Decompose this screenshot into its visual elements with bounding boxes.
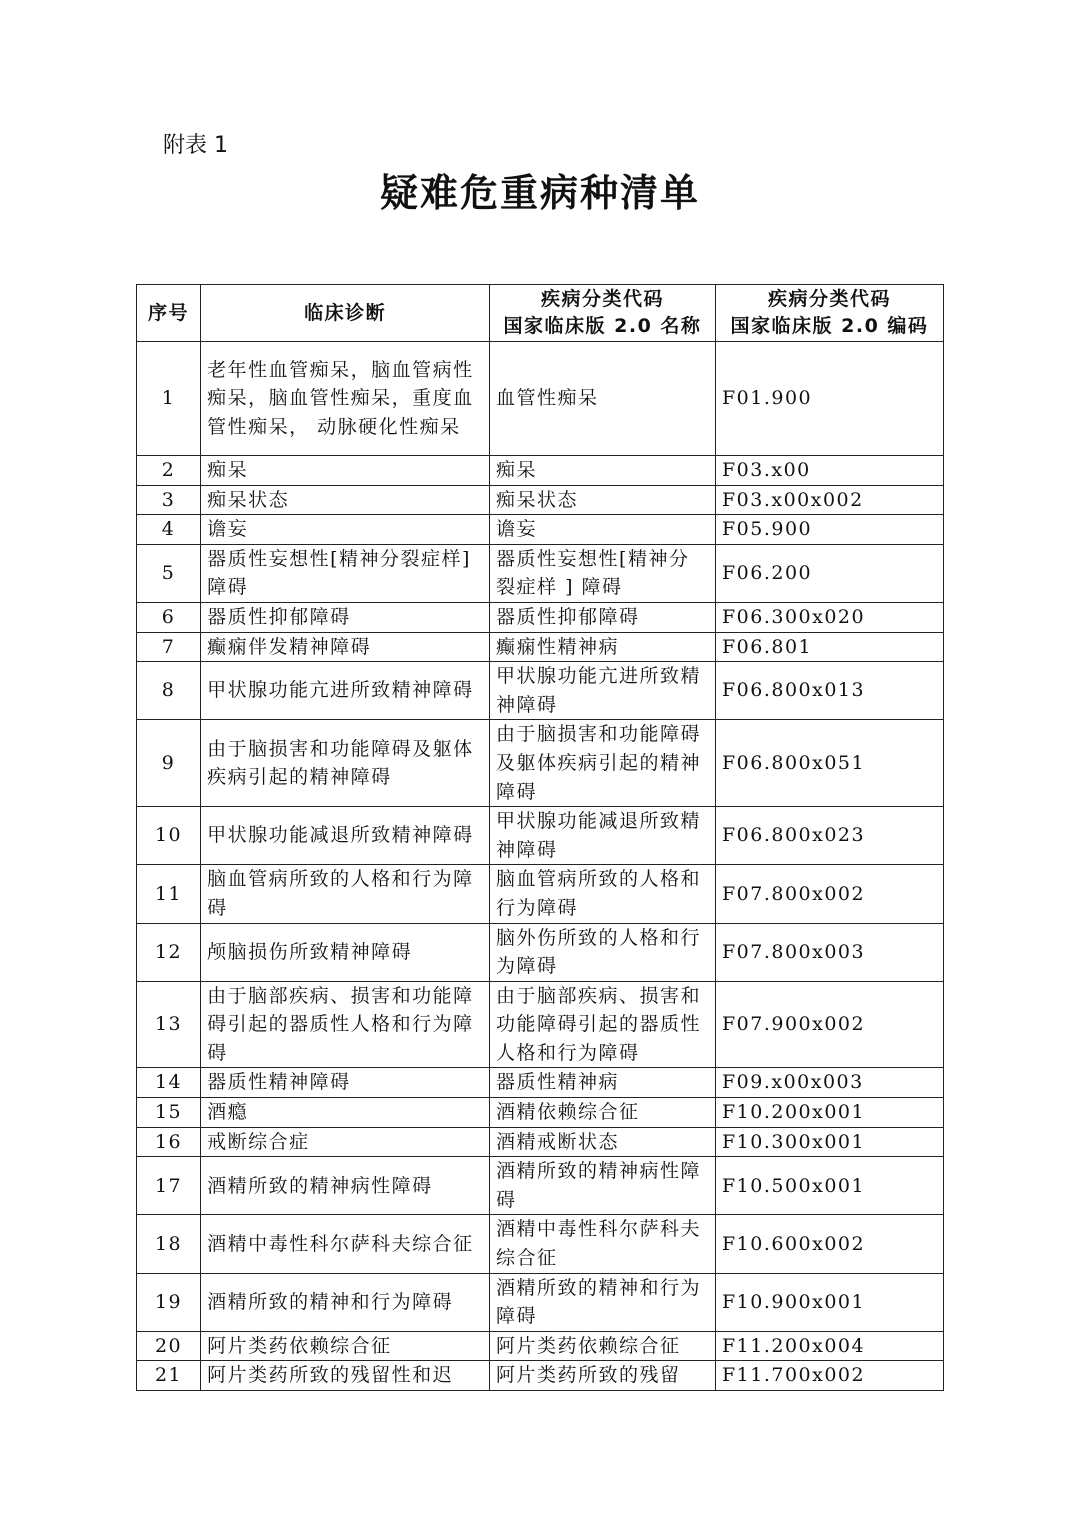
- row-disease-name: 酒精中毒性科尔萨科夫综合征: [490, 1215, 716, 1273]
- table-row: [137, 544, 944, 602]
- row-disease-name: 脑外伤所致的人格和行为障碍: [490, 923, 716, 981]
- table-row: [137, 1331, 944, 1361]
- row-index: 14: [137, 1068, 201, 1098]
- row-disease-name: 痴呆状态: [490, 485, 716, 515]
- header-disease-code: [715, 285, 943, 342]
- row-disease-name: 酒精所致的精神和行为障碍: [490, 1273, 716, 1331]
- row-disease-name: 谵妄: [490, 515, 716, 545]
- header-disease-name: [490, 285, 716, 342]
- row-diagnosis: 癫痫伴发精神障碍: [201, 632, 490, 662]
- row-diagnosis: 甲状腺功能减退所致精神障碍: [201, 807, 490, 865]
- row-disease-name: 酒精所致的精神病性障碍: [490, 1157, 716, 1215]
- row-disease-code: F11.200x004: [715, 1331, 943, 1361]
- row-disease-code: F06.800x023: [715, 807, 943, 865]
- table-row: [137, 485, 944, 515]
- row-diagnosis: 痴呆状态: [201, 485, 490, 515]
- row-index: 1: [137, 342, 201, 456]
- row-index: 2: [137, 456, 201, 486]
- table-row: [137, 1361, 944, 1391]
- row-disease-name: 脑血管病所致的人格和行为障碍: [490, 865, 716, 923]
- table-row: [137, 1157, 944, 1215]
- row-diagnosis: 酒精中毒性科尔萨科夫综合征: [201, 1215, 490, 1273]
- row-diagnosis: 器质性精神障碍: [201, 1068, 490, 1098]
- row-disease-code: F07.800x003: [715, 923, 943, 981]
- row-index: 11: [137, 865, 201, 923]
- row-diagnosis: 酒瘾: [201, 1098, 490, 1128]
- row-disease-code: F10.500x001: [715, 1157, 943, 1215]
- table-body: [137, 342, 944, 1391]
- row-disease-name: 血管性痴呆: [490, 342, 716, 456]
- table-row: [137, 602, 944, 632]
- table-row: [137, 1273, 944, 1331]
- row-disease-name: 痴呆: [490, 456, 716, 486]
- row-disease-name: 器质性抑郁障碍: [490, 602, 716, 632]
- row-index: 16: [137, 1127, 201, 1157]
- row-disease-code: F06.300x020: [715, 602, 943, 632]
- row-disease-code: F05.900: [715, 515, 943, 545]
- row-diagnosis: 酒精所致的精神和行为障碍: [201, 1273, 490, 1331]
- row-disease-name: 器质性妄想性[精神分裂症样 ] 障碍: [490, 544, 716, 602]
- row-disease-code: F11.700x002: [715, 1361, 943, 1391]
- row-disease-name: 器质性精神病: [490, 1068, 716, 1098]
- row-disease-code: F03.x00x002: [715, 485, 943, 515]
- row-index: 8: [137, 662, 201, 720]
- row-disease-name: 阿片类药依赖综合征: [490, 1331, 716, 1361]
- row-index: 19: [137, 1273, 201, 1331]
- row-disease-name: 由于脑损害和功能障碍及躯体疾病引起的精神障碍: [490, 720, 716, 807]
- row-diagnosis: 器质性妄想性[精神分裂症样]障碍: [201, 544, 490, 602]
- row-diagnosis: 由于脑部疾病、损害和功能障碍引起的器质性人格和行为障碍: [201, 981, 490, 1068]
- row-index: 21: [137, 1361, 201, 1391]
- row-disease-name: 由于脑部疾病、损害和功能障碍引起的器质性人格和行为障碍: [490, 981, 716, 1068]
- row-index: 6: [137, 602, 201, 632]
- table-row: [137, 807, 944, 865]
- table-row: [137, 981, 944, 1068]
- table-row: [137, 1098, 944, 1128]
- header-disease-name-line2: 国家临床版 2.0 名称: [503, 315, 702, 337]
- row-index: 9: [137, 720, 201, 807]
- row-disease-name: 阿片类药所致的残留: [490, 1361, 716, 1391]
- row-disease-code: F06.801: [715, 632, 943, 662]
- row-disease-name: 癫痫性精神病: [490, 632, 716, 662]
- row-index: 5: [137, 544, 201, 602]
- row-disease-code: F03.x00: [715, 456, 943, 486]
- table-row: [137, 720, 944, 807]
- table-row: [137, 865, 944, 923]
- row-disease-code: F01.900: [715, 342, 943, 456]
- row-disease-name: 酒精戒断状态: [490, 1127, 716, 1157]
- table-row: [137, 342, 944, 456]
- row-disease-code: F10.200x001: [715, 1098, 943, 1128]
- row-diagnosis: 谵妄: [201, 515, 490, 545]
- row-disease-code: F06.800x013: [715, 662, 943, 720]
- row-index: 15: [137, 1098, 201, 1128]
- table-row: [137, 662, 944, 720]
- table-row: [137, 923, 944, 981]
- row-diagnosis: 老年性血管痴呆，脑血管病性痴呆，脑血管性痴呆，重度血管性痴呆， 动脉硬化性痴呆: [201, 342, 490, 456]
- row-disease-code: F06.800x051: [715, 720, 943, 807]
- row-diagnosis: 戒断综合症: [201, 1127, 490, 1157]
- header-diagnosis: 临床诊断: [201, 285, 490, 342]
- row-diagnosis: 痴呆: [201, 456, 490, 486]
- row-disease-code: F10.300x001: [715, 1127, 943, 1157]
- row-disease-name: 甲状腺功能亢进所致精神障碍: [490, 662, 716, 720]
- table-row: [137, 1068, 944, 1098]
- row-index: 18: [137, 1215, 201, 1273]
- table-row: [137, 515, 944, 545]
- row-diagnosis: 阿片类药所致的残留性和迟: [201, 1361, 490, 1391]
- row-disease-code: F07.800x002: [715, 865, 943, 923]
- header-disease-name-line1: 疾病分类代码: [540, 288, 664, 310]
- table-row: [137, 632, 944, 662]
- row-disease-code: F09.x00x003: [715, 1068, 943, 1098]
- row-index: 4: [137, 515, 201, 545]
- row-disease-name: 酒精依赖综合征: [490, 1098, 716, 1128]
- row-disease-code: F10.900x001: [715, 1273, 943, 1331]
- table-row: [137, 1127, 944, 1157]
- appendix-label: 附表 1: [163, 133, 228, 158]
- row-diagnosis: 甲状腺功能亢进所致精神障碍: [201, 662, 490, 720]
- row-disease-code: F06.200: [715, 544, 943, 602]
- row-index: 7: [137, 632, 201, 662]
- header-index: 序号: [137, 285, 201, 342]
- row-diagnosis: 器质性抑郁障碍: [201, 602, 490, 632]
- row-index: 20: [137, 1331, 201, 1361]
- row-disease-code: F07.900x002: [715, 981, 943, 1068]
- row-index: 3: [137, 485, 201, 515]
- row-diagnosis: 酒精所致的精神病性障碍: [201, 1157, 490, 1215]
- table-header-row: [137, 285, 944, 342]
- row-diagnosis: 颅脑损伤所致精神障碍: [201, 923, 490, 981]
- table-row: [137, 456, 944, 486]
- table-row: [137, 1215, 944, 1273]
- row-diagnosis: 由于脑损害和功能障碍及躯体疾病引起的精神障碍: [201, 720, 490, 807]
- row-diagnosis: 脑血管病所致的人格和行为障碍: [201, 865, 490, 923]
- document-title: 疑难危重病种清单: [379, 170, 700, 215]
- row-index: 17: [137, 1157, 201, 1215]
- row-disease-name: 甲状腺功能减退所致精神障碍: [490, 807, 716, 865]
- row-index: 12: [137, 923, 201, 981]
- disease-list-table: [136, 284, 944, 1391]
- row-index: 10: [137, 807, 201, 865]
- row-index: 13: [137, 981, 201, 1068]
- row-disease-code: F10.600x002: [715, 1215, 943, 1273]
- header-disease-code-line2: 国家临床版 2.0 编码: [730, 315, 929, 337]
- row-diagnosis: 阿片类药依赖综合征: [201, 1331, 490, 1361]
- header-disease-code-line1: 疾病分类代码: [767, 288, 891, 310]
